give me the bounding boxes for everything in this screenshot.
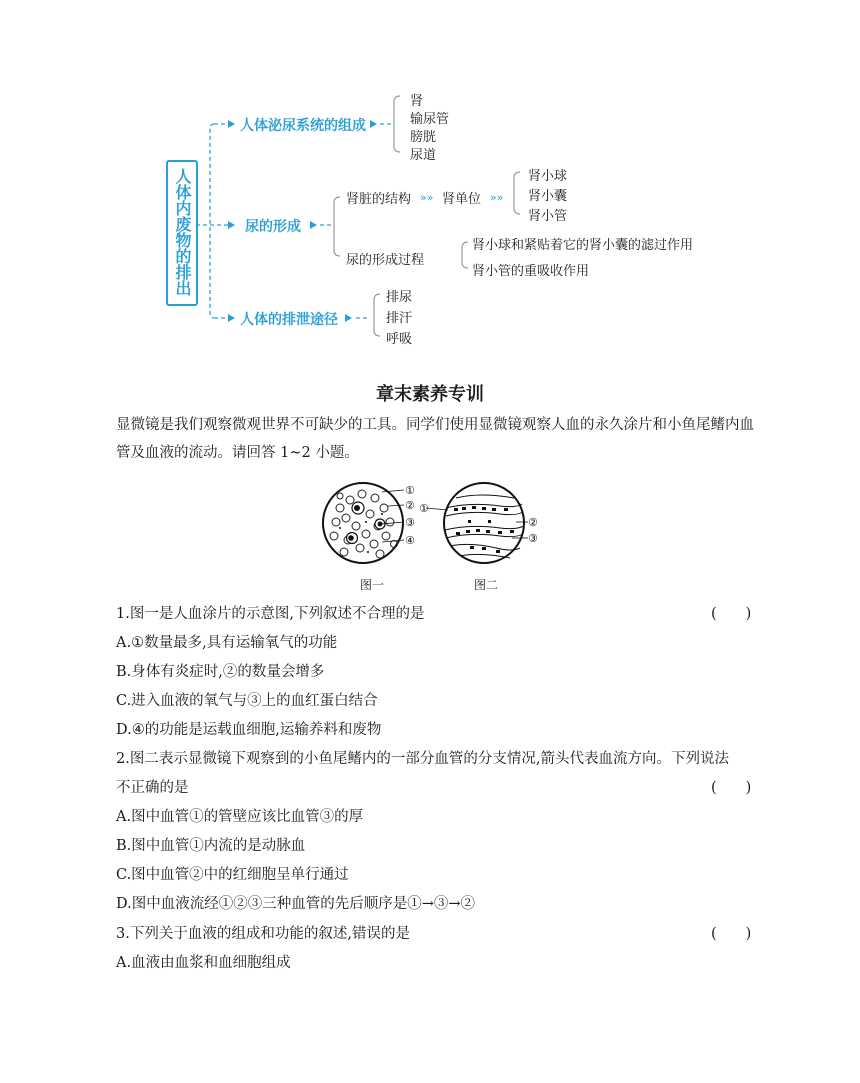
option: D.图中血液流经①②③三种血管的先后顺序是①→③→② xyxy=(116,896,476,912)
fig1-label-4: ④ xyxy=(405,534,415,547)
fig1-label-3: ③ xyxy=(405,516,415,529)
option: D.④的功能是运载血细胞,运输养料和废物 xyxy=(116,722,382,738)
sub1-item: 肾小管 xyxy=(528,209,568,224)
blood-smear-figure xyxy=(323,483,404,563)
branch1-item: 尿道 xyxy=(410,148,437,163)
sub1-mid: 肾单位 xyxy=(442,192,482,207)
sub2-item: 肾小管的重吸收作用 xyxy=(472,264,590,279)
question-stem-continued: 不正确的是 xyxy=(116,780,189,796)
answer-blank: ( ) xyxy=(711,926,752,942)
svg-text:»»: »» xyxy=(420,191,434,204)
branch1-label: 人体泌尿系统的组成 xyxy=(240,118,366,134)
sub2-label: 尿的形成过程 xyxy=(346,253,425,268)
question-stem: 2.图二表示显微镜下观察到的小鱼尾鳍内的一部分血管的分支情况,箭头代表血流方向。下列说法 xyxy=(116,751,729,767)
sub1-item: 肾小囊 xyxy=(528,189,568,204)
fig1-label-1: ① xyxy=(405,484,415,497)
sub1-label: 肾脏的结构 xyxy=(346,192,412,207)
figure1-caption: 图一 xyxy=(360,578,385,592)
option: B.图中血管①内流的是动脉血 xyxy=(116,838,306,854)
fig2-label-1: ① xyxy=(419,502,429,515)
fig2-label-2: ② xyxy=(528,516,538,529)
microscope-figures xyxy=(320,478,550,574)
option: A.①数量最多,具有运输氧气的功能 xyxy=(116,635,338,651)
intro-paragraph: 显微镜是我们观察微观世界不可缺少的工具。同学们使用显微镜观察人血的永久涂片和小鱼尾鳍内血管及血液的流动。请回答 1~2 小题。 xyxy=(116,417,754,461)
svg-text:»»: »» xyxy=(490,191,504,204)
branch3-item: 呼吸 xyxy=(386,332,413,347)
question-stem: 3.下列关于血液的组成和功能的叙述,错误的是 xyxy=(116,926,410,942)
branch2-label: 尿的形成 xyxy=(245,219,301,235)
figure2-caption: 图二 xyxy=(474,578,499,592)
option: C.进入血液的氧气与③上的血红蛋白结合 xyxy=(116,693,378,709)
mindmap-root xyxy=(166,160,198,306)
section-title: 章末素养专训 xyxy=(376,384,484,405)
branch3-label: 人体的排泄途径 xyxy=(240,312,338,328)
branch1-item: 膀胱 xyxy=(410,130,437,145)
mindmap-connectors xyxy=(0,0,860,360)
option: C.图中血管②中的红细胞呈单行通过 xyxy=(116,867,349,883)
fish-tail-figure xyxy=(426,483,528,563)
option: A.血液由血浆和血细胞组成 xyxy=(116,955,291,971)
branch3-item: 排汗 xyxy=(386,311,413,326)
sub2-item: 肾小球和紧贴着它的肾小囊的滤过作用 xyxy=(472,238,694,253)
fig2-label-3: ③ xyxy=(528,532,538,545)
branch1-item: 输尿管 xyxy=(410,112,450,127)
branch1-item: 肾 xyxy=(410,94,424,109)
option: B.身体有炎症时,②的数量会增多 xyxy=(116,664,325,680)
answer-blank: ( ) xyxy=(711,606,752,622)
mindmap-root-label: 人体内废物的排出 xyxy=(173,168,192,296)
question-stem: 1.图一是人血涂片的示意图,下列叙述不合理的是 xyxy=(116,606,425,622)
sub1-item: 肾小球 xyxy=(528,169,568,184)
branch3-item: 排尿 xyxy=(386,290,413,305)
fig1-label-2: ② xyxy=(405,499,415,512)
answer-blank: ( ) xyxy=(711,780,752,796)
option: A.图中血管①的管壁应该比血管③的厚 xyxy=(116,809,364,825)
